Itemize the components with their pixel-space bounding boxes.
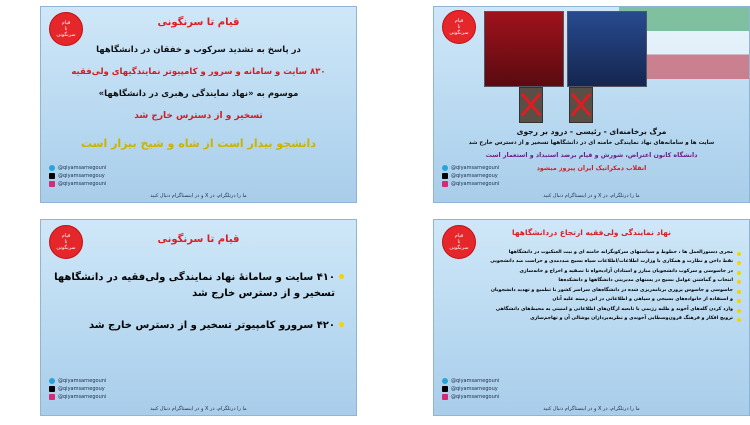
bullet-icon [737, 318, 741, 322]
follow-footer: ما را درتلگرام، در X و در اینستاگرام دنبال کنید [150, 406, 247, 412]
x-icon [442, 386, 448, 392]
headline-line: در پاسخ به تشدید سرکوب و خفقان در دانشگاهها [96, 45, 301, 55]
telegram-icon [49, 378, 55, 384]
panel-title: قیام تا سرنگونی [157, 17, 240, 28]
telegram-handle[interactable]: @qiyamsarnegouni [58, 165, 107, 171]
follow-footer: ما را درتلگرام، در X و در اینستاگرام دنبال کنید [150, 193, 247, 199]
logo-text: تا [457, 23, 461, 30]
bullet-icon [339, 274, 344, 279]
bullet-icon [737, 309, 741, 313]
bullet-text: جاسوسی و جاسوس پروری برنامه‌ریزی شده در دانشگاه‌های سراسر کشور با تطمیع و تهدید دانشجویان [490, 287, 733, 293]
poster-panel-1 [40, 6, 357, 203]
poster-panel-3 [40, 219, 357, 416]
x-handle[interactable]: @qiyamsarnegouy [58, 173, 105, 179]
logo-text: سرنگونی [449, 29, 469, 36]
logo-text: سرنگونی [56, 31, 76, 38]
social-handles [442, 377, 499, 401]
list-item [53, 270, 344, 302]
logo-text: قیام [61, 20, 71, 26]
bullet-icon [737, 299, 741, 303]
headline-line: دانشگاه کانون اعتراض، شورش و قیام برضد استبداد و استعمار است [485, 152, 698, 159]
x-handle[interactable]: @qiyamsarnegouy [58, 386, 105, 392]
slogan-line: انقلاب دمکراتیک ایران پیروز میشود [536, 165, 647, 172]
headline-line: سایت ها و سامانه‌های نهاد نمایندگی خامنه ای در دانشگاهها تسخیر و از دسترس خارج شد [468, 140, 715, 146]
list-item [442, 259, 741, 265]
telegram-handle[interactable]: @qiyamsarnegouni [451, 165, 500, 171]
panel-title: قیام تا سرنگونی [157, 234, 240, 245]
bullet-text: انتخاب و گماشتن عوامل بسیج در پستهای مدیریتی دانشگاهها و دانشکده‌ها [558, 278, 733, 284]
bullet-list [53, 270, 344, 334]
follow-footer: ما را درتلگرام، در X و در اینستاگرام دنبال کنید [543, 193, 640, 199]
instagram-icon [49, 394, 55, 400]
bullet-text: وارد کردن گله‌های آخوند و طلبه رژیمی با تابعیه ارگان‌های اطلاعاتی و امنیتی به محیط‌های دانشگاهی [495, 306, 733, 312]
telegram-icon [442, 165, 448, 171]
bullet-text: ۴۲۰ سرورو کامپیوتر تسخیر و از دسترس خارج شد [88, 320, 335, 331]
list-item [442, 269, 741, 275]
bullet-text: در جاسوسی و سرکوب دانشجویان مبارز و استادان آزادیخواه تا تصفیه و اخراج و خانه‌سازی [519, 268, 733, 274]
logo-text: قیام [454, 18, 464, 24]
follow-footer: ما را درتلگرام، در X و در اینستاگرام دنبال کنید [543, 406, 640, 412]
list-item [442, 297, 741, 303]
logo-text: تا [457, 238, 461, 245]
bullet-text: و استفاده از خانواده‌های بسیجی و سپاهی و اطلاعاتی در این زمینه علیه آنان [552, 297, 733, 303]
poster-panel-2 [433, 6, 750, 203]
slogan: دانشجو بیدار است از شاه و شیخ بیزار است [81, 137, 316, 150]
x-handle[interactable]: @qiyamsarnegouy [451, 173, 498, 179]
bullet-icon [339, 322, 344, 327]
list-item [442, 278, 741, 284]
logo-text: قیام [61, 233, 71, 239]
telegram-handle[interactable]: @qiyamsarnegouni [58, 378, 107, 384]
crossed-out-portrait [519, 87, 543, 123]
telegram-icon [442, 378, 448, 384]
crossed-out-portrait [569, 87, 593, 123]
bullet-text: ترویج افکار و فرهنگ قرون‌وسطایی آخوندی و نظریه‌پردازان پوشالی آن و تهاجم‌سازی [530, 316, 733, 322]
headline-line: موسوم به «نهاد نمایندگی رهبری در دانشگاهها» [98, 89, 299, 99]
x-icon [49, 386, 55, 392]
social-handles [442, 164, 499, 188]
bullet-icon [737, 261, 741, 265]
logo-text: قیام [454, 233, 464, 239]
instagram-icon [442, 181, 448, 187]
portrait-photo-left [484, 11, 564, 87]
telegram-icon [49, 165, 55, 171]
list-item [442, 307, 741, 313]
instagram-icon [442, 394, 448, 400]
logo-text: تا [64, 238, 68, 245]
poster-panel-4 [433, 219, 750, 416]
bullet-text: نقط داخن و نظارت و همکاری با وزارت اطلاعات/اطلاعات سپاه بسیج ضددمدی و حراست ضد دانشجویی [490, 259, 733, 265]
bullet-text: ۴۱۰ سایت و سامانهٔ نهاد نمایندگی ولی‌فقیه در دانشگاهها تسخیر و از دسترس خارج شد [54, 272, 335, 299]
telegram-handle[interactable]: @qiyamsarnegouni [451, 378, 500, 384]
instagram-handle[interactable]: @qiyamsarnegouni [451, 394, 500, 400]
social-handles [49, 377, 106, 401]
x-icon [49, 173, 55, 179]
headline-line: تسخیر و از دسترس خارج شد [134, 111, 263, 121]
bullet-icon [737, 290, 741, 294]
bullet-icon [737, 271, 741, 275]
uprising-logo [442, 10, 476, 44]
bullet-icon [737, 252, 741, 256]
list-item [442, 288, 741, 294]
instagram-handle[interactable]: @qiyamsarnegouni [58, 181, 107, 187]
panel-title: نهاد نمایندگی ولی‌فقیه ارتجاع دردانشگاهها [512, 228, 671, 237]
logo-text: تا [64, 25, 68, 32]
instagram-icon [49, 181, 55, 187]
logo-text: سرنگونی [56, 244, 76, 251]
bullet-text: مجری دستورالعمل ها ، خطوط و سیاستهای سرکوبگرانه خامنه ای و بیت العنکبوت در دانشگاهها [508, 250, 733, 255]
bullet-list [442, 250, 741, 326]
list-item [442, 316, 741, 322]
list-item [53, 318, 344, 334]
slogan-line: مرگ برخامنه‌ای - رئیسی - درود بر رجوی [516, 127, 667, 136]
headline-line: ۸۳۰ سایت و سامانه و سرور و کامپیوتر نمایندگیهای ولی‌فقیه [71, 67, 326, 77]
bullet-icon [737, 280, 741, 284]
x-handle[interactable]: @qiyamsarnegouy [451, 386, 498, 392]
x-icon [442, 173, 448, 179]
instagram-handle[interactable]: @qiyamsarnegouni [451, 181, 500, 187]
social-handles [49, 164, 106, 188]
instagram-handle[interactable]: @qiyamsarnegouni [58, 394, 107, 400]
portrait-photo-right [567, 11, 647, 87]
logo-text: سرنگونی [449, 244, 469, 251]
list-item [442, 250, 741, 256]
